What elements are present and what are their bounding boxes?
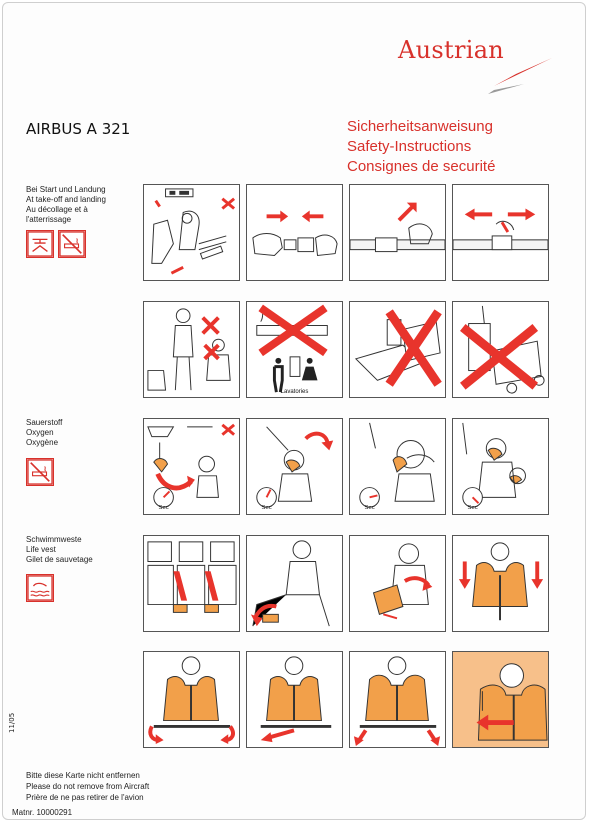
card-title xyxy=(347,117,495,177)
section-line: Oxygen xyxy=(26,428,54,437)
panel-vest-over-head xyxy=(452,535,549,632)
life-vest-icon xyxy=(26,574,54,602)
panel-vest-under-seat xyxy=(143,535,240,632)
panel-help-child-mask xyxy=(452,418,549,515)
panel-buckle-tighten xyxy=(349,184,446,281)
panel-no-smoking-lavatory xyxy=(246,301,343,398)
panel-buckle-close xyxy=(246,184,343,281)
panel-inflate-vest xyxy=(349,651,446,748)
section-line: At take-off and landing xyxy=(26,195,106,204)
footer-line: Please do not remove from Aircraft xyxy=(26,782,150,791)
section-lifevest xyxy=(26,535,93,602)
section-takeoff xyxy=(26,185,106,258)
section-line: Oxygène xyxy=(26,438,59,447)
logo-text: Austrian xyxy=(398,36,505,64)
panel-fasten-vest-straps xyxy=(143,651,240,748)
panel-no-standing xyxy=(143,301,240,398)
panel-reach-vest xyxy=(246,535,343,632)
title-german: Sicherheitsanweisung xyxy=(347,118,493,135)
panel-child-vest xyxy=(452,651,549,748)
panel-buckle-open xyxy=(452,184,549,281)
footer-line: Prière de ne pas retirer de l'avion xyxy=(26,793,144,802)
title-english: Safety-Instructions xyxy=(347,138,472,155)
no-smoking-icon xyxy=(58,230,86,258)
section-line: Au décollage et à xyxy=(26,205,88,214)
section-line: Sauerstoff xyxy=(26,418,63,427)
seatbelt-sign-icon xyxy=(26,230,54,258)
panel-oxygen-mask-drop xyxy=(143,418,240,515)
section-line: Life vest xyxy=(26,545,56,554)
panel-no-electronics xyxy=(349,301,446,398)
section-line: Bei Start und Landung xyxy=(26,185,106,194)
lavatories-label: Lavatories xyxy=(280,389,309,395)
revision-code: 11/05 xyxy=(8,712,16,733)
panel-tighten-vest xyxy=(246,651,343,748)
panel-pull-mask xyxy=(246,418,343,515)
panel-open-pouch xyxy=(349,535,446,632)
timer-text: Sec xyxy=(364,505,375,512)
footer-notice xyxy=(26,770,149,803)
panel-place-mask xyxy=(349,418,446,515)
swoosh-icon xyxy=(484,50,558,96)
section-line: Gilet de sauvetage xyxy=(26,555,93,564)
material-number: Matnr. 10000291 xyxy=(12,808,73,817)
section-line: Schwimmweste xyxy=(26,535,82,544)
section-line: l'atterrissage xyxy=(26,215,72,224)
section-oxygen xyxy=(26,418,62,486)
timer-text: Sec xyxy=(467,505,478,512)
title-french: Consignes de securité xyxy=(347,158,496,175)
austrian-logo xyxy=(398,36,558,96)
footer-line: Bitte diese Karte nicht entfernen xyxy=(26,771,140,780)
timer-text: Sec xyxy=(261,505,272,512)
panel-fasten-seatbelt xyxy=(143,184,240,281)
no-smoking-icon xyxy=(26,458,54,486)
timer-text: Sec xyxy=(158,505,169,512)
aircraft-type: AIRBUS A 321 xyxy=(26,120,131,138)
panel-no-radio xyxy=(452,301,549,398)
